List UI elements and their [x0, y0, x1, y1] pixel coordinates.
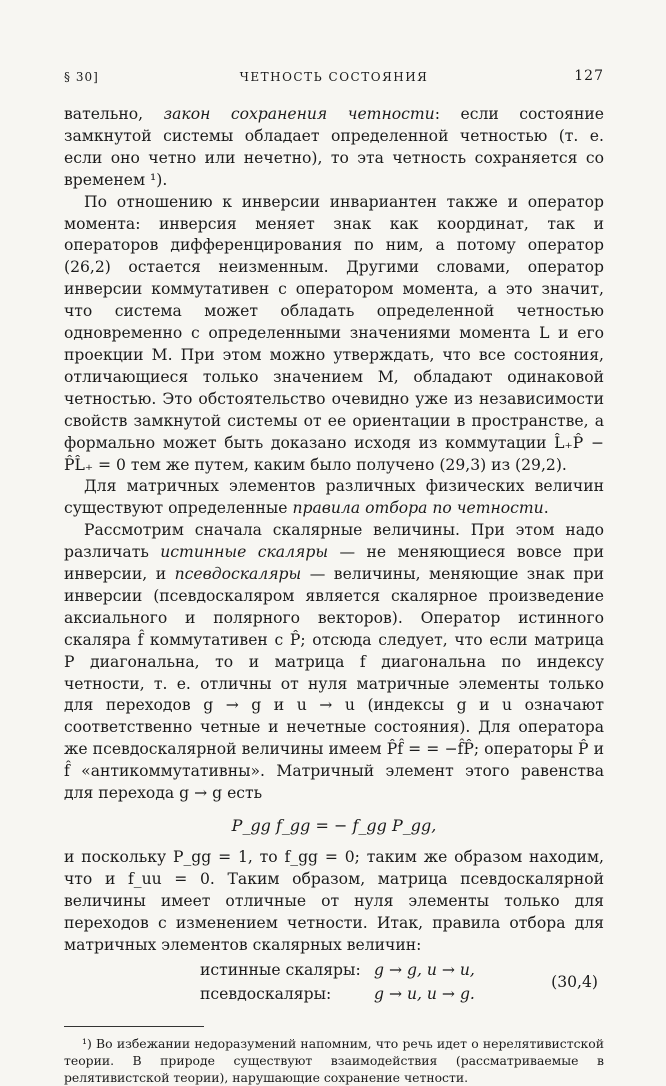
- term-italic: псевдоскаляры: [174, 565, 302, 584]
- footnote-divider: [64, 1026, 204, 1027]
- term-italic: закон сохранения четности: [163, 105, 435, 123]
- book-page: [64, 66, 604, 1086]
- text-span: .: [543, 499, 549, 518]
- paragraph-2: По отношению к инверсии инвариантен также и оператор момента: инверсия меняет знак как координат, так и операторов дифференцирования по ним, а потому оператор (26,2) остается неизменным. Другими словами, оператор инверсии коммутативен с оператором момента, а это значит, что система может обладать определенной четностью одновременно с определенными значениями момента L и его проекции M. При этом можно утверждать, что все состояния, отличающиеся только значением M, обладают одинаковой четностью. Это обстоятельство очевидно уже из независимости свойств замкнутой системы от ее ориентации в пространстве, а формально может быть доказано исходя из коммутации L̂₊P̂ − P̂L̂₊ = 0 тем же путем, каким было получено (29,3) из (29,2).: [64, 192, 604, 474]
- equation-number: (30,4): [551, 973, 598, 992]
- section-marker: § 30]: [64, 70, 99, 84]
- rule-formula: g → u, u → g.: [374, 985, 475, 1004]
- text-span: — величины, меняющие знак при инверсии (псевдоскаляром является скалярное произведение аксиального и полярного векторов). Оператор истинного скаляра f̂ коммутативен с P̂; отсюда следует, что если матрица P диагональна, то и матрица f диагональна по индексу четности, т. е. отличны от нуля матричные элементы только для переходов g → g и u → u (индексы g и u означают соответственно четные и нечетные состояния). Для оператора же псевдоскалярной величины имеем P̂f̂ = = −f̂P̂; операторы P̂ и f̂ «антикоммутативны». Матричный элемент этого равенства для перехода g → g есть: [64, 565, 604, 803]
- running-header: [64, 66, 604, 88]
- term-italic: истинные скаляры: [160, 543, 329, 562]
- text-span: — не меняющиеся вовсе при инверсии, и: [64, 543, 604, 584]
- rule-pseudoscalars: [200, 984, 475, 1006]
- paragraph-5: и поскольку P_gg = 1, то f_gg = 0; таким же образом находим, что и f_uu = 0. Таким образом, матрица псевдоскалярной величины имеет отличные от нуля элементы только для переходов с изменением четности. Итак, правила отбора для матричных элементов скалярных величин:: [64, 847, 604, 954]
- text-span: вательно,: [64, 105, 164, 123]
- text-span: Рассмотрим сначала скалярные величины. При этом надо различать: [64, 521, 604, 562]
- paragraph-4: [64, 520, 604, 805]
- page-title: ЧЕТНОСТЬ СОСТОЯНИЯ: [239, 70, 429, 84]
- paragraph-3: [64, 476, 604, 520]
- rule-label: псевдоскаляры:: [200, 985, 332, 1004]
- term-italic: правила отбора по четности: [292, 499, 544, 518]
- equation: P_gg f_gg = − f_gg P_gg,: [231, 816, 437, 835]
- main-text: [64, 104, 604, 1086]
- text-span: Для матричных элементов различных физических величин существуют определенные: [64, 477, 604, 518]
- paragraph-1: [64, 104, 604, 192]
- text-span: : если состояние замкнутой системы обладает определенной четностью (т. е. если оно четно или нечетно), то эта четность сохраняется со временем ¹).: [64, 105, 604, 189]
- rule-formula: g → g, u → u,: [374, 961, 475, 980]
- selection-rules: [64, 958, 604, 1012]
- page-number: 127: [574, 68, 604, 84]
- rule-label: истинные скаляры:: [200, 961, 361, 980]
- footnote: ¹) Во избежании недоразумений напомним, что речь идет о нерелятивистской теории. В природе существуют взаимодействия (рассматриваемые в релятивистской теории), нарушающие сохранение четности.: [64, 1036, 604, 1086]
- rule-true-scalars: [200, 960, 475, 982]
